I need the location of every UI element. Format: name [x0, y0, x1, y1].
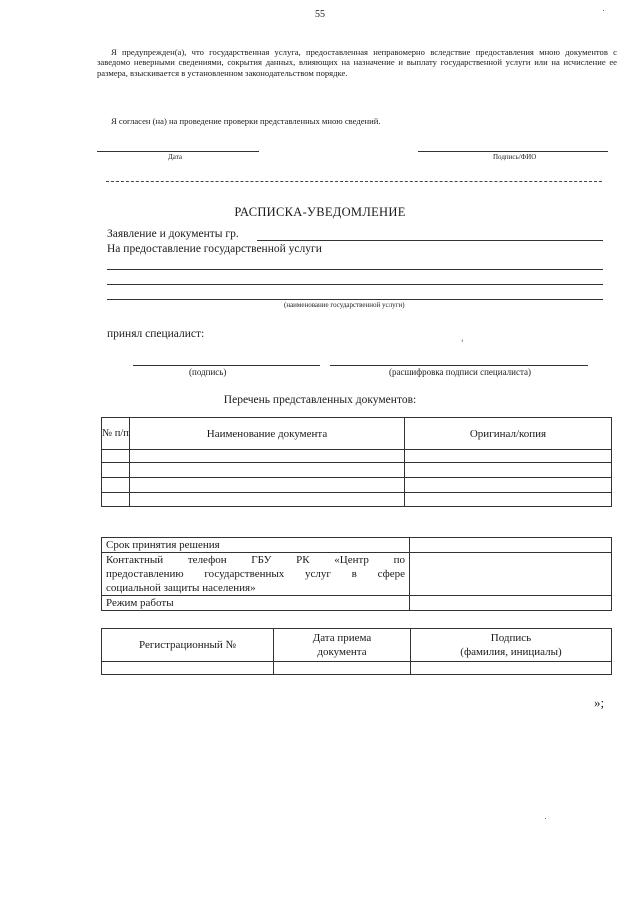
service-line-1 [107, 269, 603, 270]
date-caption: Дата [168, 153, 182, 161]
col-reg-header: Регистрационный № [102, 629, 274, 662]
hours-label: Режим работы [102, 596, 410, 611]
specialist-decoding-line [330, 365, 588, 366]
page-number: 55 [315, 9, 325, 20]
service-label: На предоставление государственной услуги [107, 243, 322, 255]
signature-caption: Подпись/ФИО [493, 153, 537, 161]
service-caption: (наименование государственной услуги) [284, 301, 405, 309]
service-line-2 [107, 284, 603, 285]
decoding-caption: (расшифровка подписи специалиста) [389, 367, 531, 377]
application-label: Заявление и документы гр. [107, 228, 239, 240]
col-type-header: Оригинал/копия [405, 418, 612, 450]
documents-table [101, 417, 612, 507]
deadline-row [102, 538, 612, 553]
table-row [102, 662, 612, 675]
col-sign-header-line-2: (фамилия, инициалы) [460, 646, 562, 658]
table-row [102, 463, 612, 478]
warning-paragraph: Я предупрежден(а), что государственная услуга, предоставленная неправомерно вследствие предоставления мною документов с заведомо неверными сведениями, сокрытия данных, влияющих на назначение и выплату государственной услуги или на исчисление ее размера, взыскивается в установленном законодательством порядке. [97, 47, 617, 78]
phone-label-line-1: Контактный телефон ГБУ РК «Центр по [106, 554, 405, 566]
phone-label-line-2: предоставлению государственных услуг в сфере [106, 568, 405, 580]
signature-line [418, 151, 608, 152]
closing-mark: »; [594, 695, 605, 710]
col-date-header-line-1: Дата приема [312, 632, 372, 644]
table-row [102, 450, 612, 463]
receipt-title: РАСПИСКА-УВЕДОМЛЕНИЕ [234, 205, 406, 219]
phone-label-line-3: социальной защиты населения» [106, 582, 256, 594]
col-sign-header-line-1: Подпись [490, 632, 532, 644]
scan-speck [545, 818, 546, 819]
phone-label [102, 553, 410, 596]
col-name-header: Наименование документа [130, 418, 405, 450]
signature-caption-specialist: (подпись) [189, 367, 227, 377]
registration-table-header [102, 629, 612, 662]
deadline-label: Срок принятия решения [102, 538, 410, 553]
col-number-header: № п/п [102, 418, 130, 450]
ink-dot: ‘ [461, 338, 464, 347]
col-date-header [274, 629, 411, 662]
col-date-header-line-2: документа [317, 646, 367, 658]
cut-line [106, 181, 602, 182]
table-row [102, 493, 612, 507]
phone-row [102, 553, 612, 596]
documents-list-title: Перечень представленных документов: [223, 394, 417, 406]
info-table [101, 537, 612, 611]
accepted-label: принял специалист: [107, 328, 205, 340]
specialist-signature-line [133, 365, 320, 366]
col-sign-header [411, 629, 612, 662]
hours-row [102, 596, 612, 611]
date-line [97, 151, 259, 152]
documents-table-header [102, 418, 612, 450]
table-row [102, 478, 612, 493]
registration-table [101, 628, 612, 675]
applicant-name-line [257, 240, 603, 241]
scan-speck [603, 10, 604, 11]
service-line-3 [107, 299, 603, 300]
consent-paragraph: Я согласен (на) на проведение проверки представленных мною сведений. [111, 116, 381, 126]
